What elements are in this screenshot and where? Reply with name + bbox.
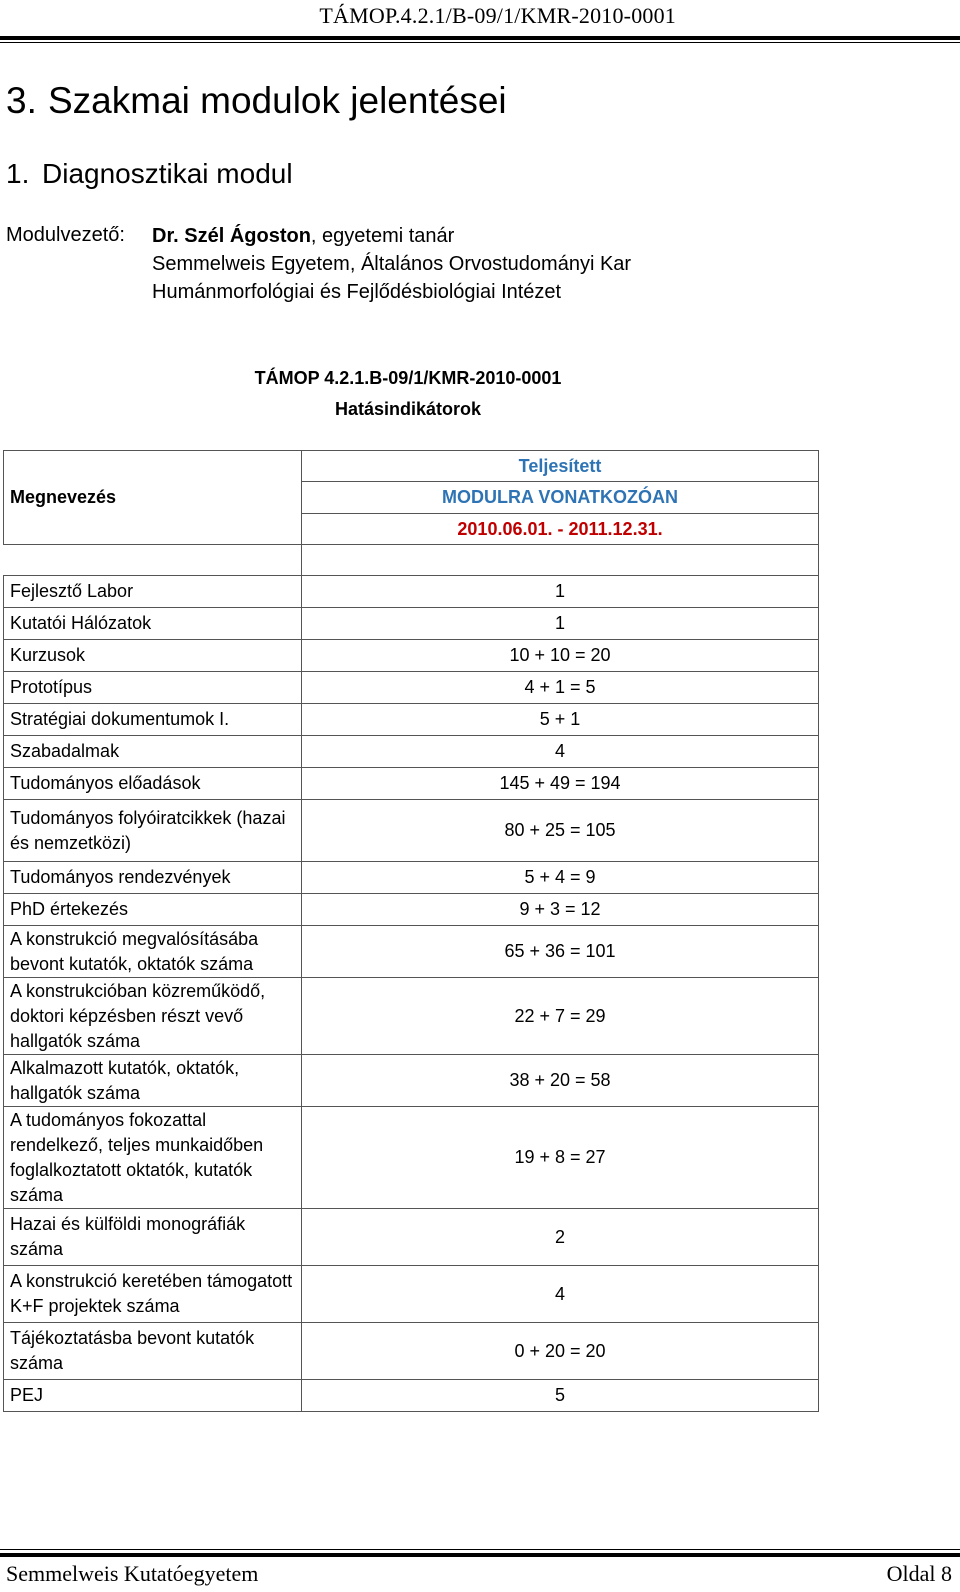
- indicator-label: Prototípus: [4, 672, 302, 704]
- module-leader-name-line: [152, 222, 631, 250]
- footer-rule-thick: [0, 1553, 960, 1557]
- table-row: [4, 1266, 819, 1323]
- table-row: [4, 894, 819, 926]
- indicator-label: Szabadalmak: [4, 736, 302, 768]
- table-row: [4, 1107, 819, 1209]
- indicator-value: 80 + 25 = 105: [302, 800, 819, 862]
- indicator-value: 38 + 20 = 58: [302, 1055, 819, 1107]
- indicator-value: 4: [302, 736, 819, 768]
- table-row: [4, 1055, 819, 1107]
- indicator-table: [3, 450, 819, 1412]
- indicator-value: 19 + 8 = 27: [302, 1107, 819, 1209]
- module-heading: [6, 156, 293, 192]
- indicator-label: Kutatói Hálózatok: [4, 608, 302, 640]
- indicator-value: 5 + 1: [302, 704, 819, 736]
- table-row: [4, 978, 819, 1055]
- table-row: [4, 800, 819, 862]
- module-leader-label: Modulvezető:: [6, 224, 125, 246]
- header-name: Megnevezés: [10, 487, 117, 507]
- indicator-label: A konstrukció keretében támogatott K+F projektek száma: [4, 1266, 302, 1323]
- table-row: [4, 1323, 819, 1380]
- table-row: [4, 640, 819, 672]
- indicator-label: Tudományos rendezvények: [4, 862, 302, 894]
- table-row: [4, 672, 819, 704]
- indicator-value: 0 + 20 = 20: [302, 1323, 819, 1380]
- header-completed: Teljesített: [302, 451, 819, 482]
- footer-rule-thin: [0, 1549, 960, 1550]
- running-header-title: TÁMOP.4.2.1/B-09/1/KMR-2010-0001: [319, 3, 676, 28]
- indicator-label: PhD értekezés: [4, 894, 302, 926]
- indicator-label: A tudományos fokozattal rendelkező, teljes munkaidőben foglalkoztatott oktatók, kutatók száma: [4, 1107, 302, 1209]
- spacer-cell-left: [4, 545, 302, 576]
- indicator-value: 1: [302, 608, 819, 640]
- indicator-label: A konstrukció megvalósításába bevont kutatók, oktatók száma: [4, 926, 302, 978]
- header-scope: MODULRA VONATKOZÓAN: [302, 482, 819, 514]
- indicator-value: 10 + 10 = 20: [302, 640, 819, 672]
- indicator-label: Alkalmazott kutatók, oktatók, hallgatók száma: [4, 1055, 302, 1107]
- indicator-value: 2: [302, 1209, 819, 1266]
- indicator-label: Stratégiai dokumentumok I.: [4, 704, 302, 736]
- document-title: TÁMOP 4.2.1.B-09/1/KMR-2010-0001: [254, 368, 562, 388]
- indicator-value: 145 + 49 = 194: [302, 768, 819, 800]
- header-period: 2010.06.01. - 2011.12.31.: [302, 514, 819, 545]
- indicator-label: Tudományos folyóiratcikkek (hazai és nemzetközi): [4, 800, 302, 862]
- document-subtitle: Hatásindikátorok: [334, 399, 482, 419]
- module-leader-institution-2: Humánmorfológiai és Fejlődésbiológiai Intézet: [152, 281, 562, 303]
- table-row: [4, 926, 819, 978]
- spacer-cell-right: [302, 545, 819, 576]
- indicator-label: A konstrukcióban közreműködő, doktori képzésben részt vevő hallgatók száma: [4, 978, 302, 1055]
- indicator-label: Fejlesztő Labor: [4, 576, 302, 608]
- module-leader-name: Dr. Szél Ágoston: [152, 225, 311, 247]
- indicator-value: 4 + 1 = 5: [302, 672, 819, 704]
- indicator-label: Kurzusok: [4, 640, 302, 672]
- section-number: 3.: [6, 80, 37, 121]
- indicator-value: 65 + 36 = 101: [302, 926, 819, 978]
- indicator-value: 22 + 7 = 29: [302, 978, 819, 1055]
- indicator-label: Tudományos előadások: [4, 768, 302, 800]
- module-number: 1.: [6, 158, 30, 189]
- indicator-label: Tájékoztatásba bevont kutatók száma: [4, 1323, 302, 1380]
- indicator-value: 9 + 3 = 12: [302, 894, 819, 926]
- indicator-label: PEJ: [4, 1380, 302, 1412]
- indicator-value: 5: [302, 1380, 819, 1412]
- footer-university: Semmelweis Kutatóegyetem: [6, 1561, 259, 1586]
- table-row: [4, 608, 819, 640]
- header-rule-thick: [0, 36, 960, 40]
- section-heading: [6, 78, 507, 124]
- section-title: Szakmai modulok jelentései: [48, 80, 507, 121]
- table-row: [4, 862, 819, 894]
- table-row: [4, 1380, 819, 1412]
- module-leader-institution-1: Semmelweis Egyetem, Általános Orvostudományi Kar: [152, 253, 632, 275]
- indicator-label: Hazai és külföldi monográfiák száma: [4, 1209, 302, 1266]
- indicator-value: 4: [302, 1266, 819, 1323]
- module-leader-position: , egyetemi tanár: [310, 225, 455, 247]
- table-row: [4, 1209, 819, 1266]
- module-title: Diagnosztikai modul: [42, 158, 293, 189]
- footer-page-number: Oldal 8: [886, 1561, 952, 1586]
- table-row: [4, 736, 819, 768]
- header-name-cell: [4, 451, 302, 545]
- table-row: [4, 704, 819, 736]
- table-row: [4, 768, 819, 800]
- indicator-value: 5 + 4 = 9: [302, 862, 819, 894]
- module-leader-info: [152, 222, 631, 306]
- indicator-value: 1: [302, 576, 819, 608]
- table-row: [4, 576, 819, 608]
- header-rule-thin: [0, 42, 960, 43]
